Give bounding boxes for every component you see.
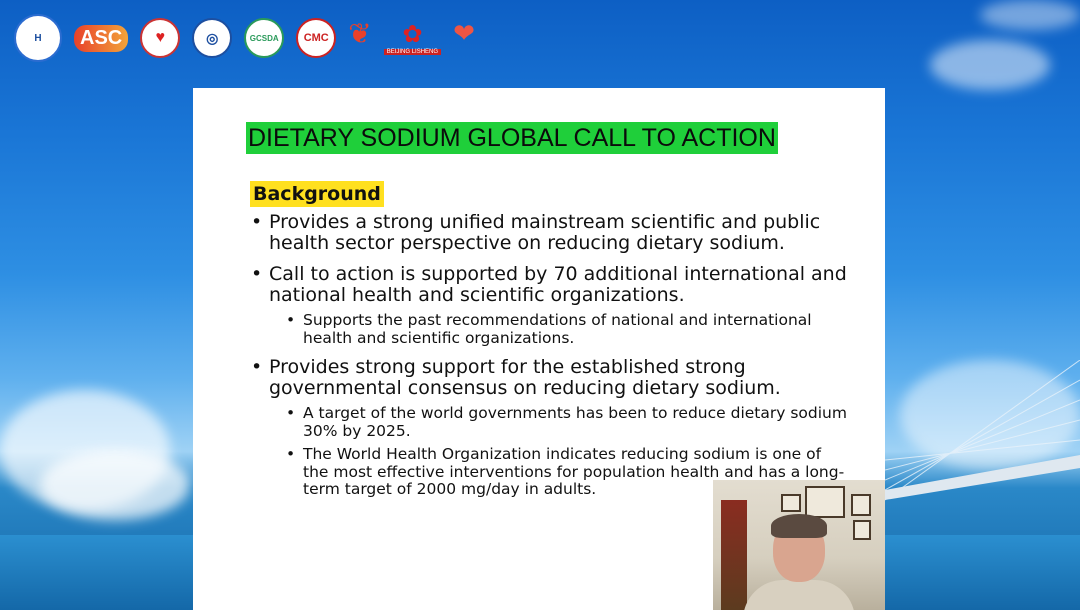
bullet-dot-icon: • (286, 445, 296, 463)
asc-logo (74, 25, 128, 52)
sub-bullet-text: The World Health Organization indicates reducing sodium is one of the most effective interventions for population health and has a long-term target of 2000 mg/day in adults. (303, 445, 845, 498)
logo-text: CMC (296, 18, 336, 58)
logo-text: GCSDA (244, 18, 284, 58)
wall-frame (853, 520, 871, 540)
bullet-dot-icon: • (286, 404, 296, 422)
wall-frame (781, 494, 801, 512)
hands-heart-icon: ❤ (453, 19, 475, 49)
sponsor-logo-strip (14, 14, 475, 62)
bridge-decoration (885, 360, 1080, 510)
cloud-decoration (980, 0, 1080, 30)
heart-icon: ♥ (155, 29, 165, 46)
bookshelf (721, 500, 747, 610)
bullet-item (251, 357, 851, 399)
flower-icon: ✿ (402, 20, 423, 48)
slide-bullet-list (251, 212, 851, 509)
gcsda-logo (244, 18, 284, 58)
bullet-dot-icon: • (251, 263, 263, 285)
bullet-dot-icon: • (251, 356, 263, 378)
beijing-lisheng-logo (384, 21, 441, 55)
bullet-dot-icon: • (251, 211, 263, 233)
logo-caption: BEIJING LISHENG (384, 49, 441, 55)
blue-emblem-logo (192, 18, 232, 58)
logo-text: ASC (74, 25, 128, 52)
bullet-dot-icon: • (286, 311, 296, 329)
sub-bullet-text: A target of the world governments has been to reduce dietary sodium 30% by 2025. (303, 404, 847, 440)
sub-bullet-item (251, 405, 851, 440)
emblem-icon: ◎ (206, 29, 219, 46)
cmc-logo (296, 18, 336, 58)
bullet-text: Provides strong support for the established strong governmental consensus on reducing dietary sodium. (269, 356, 781, 399)
bullet-text: Call to action is supported by 70 additional international and national health and scientific organizations. (269, 263, 847, 306)
heart-ribbon-icon: ❦ (348, 17, 372, 50)
bullet-text: Provides a strong unified mainstream scientific and public health sector perspective on reducing dietary sodium. (269, 211, 821, 254)
logo-caption (463, 51, 465, 57)
cloud-decoration (40, 450, 190, 520)
wall-frame (805, 486, 845, 518)
bullet-item (251, 212, 851, 254)
world-hypertension-logo (14, 14, 62, 62)
logo-caption (359, 51, 361, 57)
slide-title: DIETARY SODIUM GLOBAL CALL TO ACTION (248, 124, 776, 152)
speaker-hair (771, 514, 827, 538)
speaker-video-tile[interactable] (713, 480, 885, 610)
section-heading: Background (250, 181, 384, 207)
hands-heart-logo (453, 19, 475, 57)
bullet-item (251, 264, 851, 306)
cardio-logo (140, 18, 180, 58)
cloud-decoration (930, 40, 1050, 90)
sub-bullet-item (251, 312, 851, 347)
sub-bullet-text: Supports the past recommendations of national and international health and scientific organizations. (303, 311, 812, 347)
heart-orgs-logo (348, 19, 371, 57)
logo-text: H (14, 14, 62, 62)
wall-frame (851, 494, 871, 516)
